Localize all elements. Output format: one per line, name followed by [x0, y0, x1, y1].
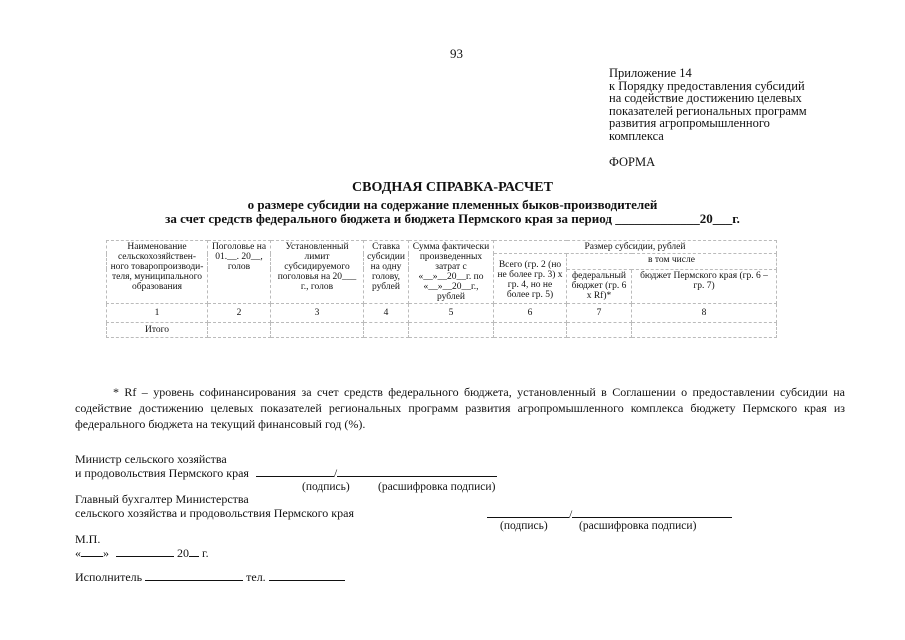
decode-line	[337, 466, 497, 477]
executor-line	[75, 570, 345, 584]
minister-title-text: и продовольствия Пермского края	[75, 466, 249, 480]
signature-line	[256, 466, 334, 477]
column-number: 5	[409, 304, 494, 323]
header-limit: Установленный лимит субсидируемого поголовья на 20___ г., голов	[271, 241, 364, 304]
column-number: 2	[208, 304, 271, 323]
header-rate: Ставка субсидии на одну голову, рублей	[364, 241, 409, 304]
day-line	[81, 546, 103, 557]
column-number: 6	[494, 304, 567, 323]
appendix-line: на содействие достижению целевых	[609, 91, 802, 105]
decode-caption: (расшифровка подписи)	[378, 481, 496, 493]
appendix-line: Приложение 14	[609, 66, 692, 80]
total-label: Итого	[107, 323, 208, 338]
header-livestock: Поголовье на 01.__. 20__, голов	[208, 241, 271, 304]
decode-caption: (расшифровка подписи)	[579, 520, 697, 532]
appendix-line: развития агропромышленного	[609, 116, 770, 130]
month-line	[116, 546, 174, 557]
header-subsidy-group: Размер субсидии, рублей	[494, 241, 777, 254]
accountant-sign-lines: /	[487, 507, 732, 521]
accountant-title-2: сельского хозяйства и продовольствия Пермского края	[75, 506, 354, 520]
seal-label: М.П.	[75, 532, 101, 546]
form-label: ФОРМА	[609, 155, 656, 169]
header-regional: бюджет Пермского края (гр. 6 – гр. 7)	[632, 269, 777, 303]
header-including: в том числе	[567, 254, 777, 270]
calculation-table	[106, 240, 777, 338]
year-line	[189, 546, 199, 557]
appendix-line: к Порядку предоставления субсидий	[609, 78, 805, 93]
quote-close: »	[103, 546, 109, 560]
header-producer: Наименование сельскохозяйствен-ного товаропроизводи-теля, муниципального образования	[107, 241, 208, 304]
column-number: 7	[567, 304, 632, 323]
column-number: 1	[107, 304, 208, 323]
decode-line	[572, 507, 732, 518]
header-costs: Сумма фактически произведенных затрат с «__»__20__г. по «__»__20__г., рублей	[409, 241, 494, 304]
executor-label: Исполнитель	[75, 570, 143, 584]
phone-label: тел.	[246, 570, 266, 584]
signature-caption: (подпись)	[302, 481, 350, 493]
column-number: 4	[364, 304, 409, 323]
footnote: * Rf – уровень софинансирования за счет средств федерального бюджета, установленный в Соглашении о предоставлении субсидии на содействие достижению целевых показателей региональных программ развития агропромышленного комплекса бюджету Пермского края из федерального бюджета на текущий финансовый год (%).	[75, 385, 845, 431]
column-number: 8	[632, 304, 777, 323]
appendix-line: комплекса	[609, 128, 664, 143]
column-number: 3	[271, 304, 364, 323]
phone-line	[269, 570, 345, 581]
document-title: СВОДНАЯ СПРАВКА-РАСЧЕТ	[352, 180, 553, 195]
appendix-block	[609, 67, 869, 142]
document-subtitle-period: за счет средств федерального бюджета и бюджета Пермского края за период _____________20___г.	[165, 211, 740, 226]
header-total: Всего (гр. 2 (но не более гр. 3) х гр. 4, но не более гр. 5)	[494, 254, 567, 304]
document-subtitle: о размере субсидии на содержание племенных быков-производителей	[247, 197, 658, 212]
header-federal: федеральный бюджет (гр. 6 х Rf)*	[567, 269, 632, 303]
page-number: 93	[450, 46, 463, 61]
date-line	[75, 546, 209, 560]
executor-name-line	[145, 570, 243, 581]
year-suffix: г.	[202, 546, 209, 560]
signature-line	[487, 507, 569, 518]
accountant-title-1: Главный бухгалтер Министерства	[75, 492, 249, 506]
minister-title-2: и продовольствия Пермского края /	[75, 466, 497, 480]
quote-open: «	[75, 546, 81, 560]
appendix-line: показателей региональных программ	[609, 103, 807, 118]
signature-caption: (подпись)	[500, 520, 548, 532]
minister-title-1: Министр сельского хозяйства	[75, 452, 227, 466]
year-prefix: 20	[177, 546, 189, 560]
